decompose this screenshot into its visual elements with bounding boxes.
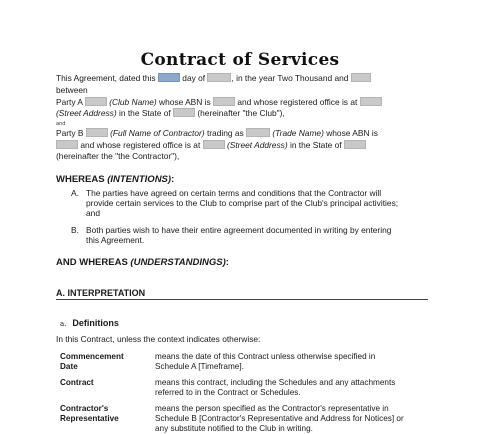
list-marker: B. [71, 225, 79, 235]
contractor-name-field[interactable] [86, 128, 108, 137]
and-whereas-colon: : [225, 257, 229, 268]
party-a-text: and whose registered office is at [237, 97, 358, 107]
definition-line: means this contract, including the Schedules and any attachments [155, 378, 396, 387]
definitions-label: Definitions [72, 318, 119, 328]
contractor-abn-field[interactable] [56, 140, 78, 149]
definition-line: any substitute notified to the Club in writing. [155, 424, 313, 433]
contractor-state-field[interactable] [344, 140, 366, 149]
trade-name-hint: (Trade Name) [272, 128, 324, 138]
intention-text [86, 225, 436, 245]
intention-text [86, 188, 436, 218]
contractor-name-hint: (Full Name of Contractor) [110, 128, 205, 138]
whereas-colon: : [171, 174, 175, 185]
club-office-field[interactable] [360, 97, 382, 106]
party-b-text: trading as [206, 128, 244, 138]
party-b-line-3: (hereinafter the "the Contractor"), [56, 151, 180, 161]
text-line: and [86, 208, 100, 218]
document-title: Contract of Services [140, 50, 340, 70]
contractor-office-field[interactable] [203, 140, 225, 149]
context-line: In this Contract, unless the context indicates otherwise: [56, 334, 261, 344]
party-a-text: whose ABN is [159, 97, 211, 107]
between-line: between [56, 85, 88, 95]
whereas-heading [56, 174, 174, 185]
term-contractors-representative [60, 404, 119, 424]
term-line: Contractor's [60, 404, 109, 413]
term-contract [60, 378, 94, 388]
text-line: provide certain services to the Club to comprise part of the Club's principal activities; [86, 198, 399, 208]
term-line: Representative [60, 414, 119, 423]
definition-commencement-date [155, 352, 435, 372]
term-line: Date [60, 362, 78, 371]
list-marker: A. [71, 188, 79, 198]
term-line: Contract [60, 378, 94, 387]
party-a-label: Party A [56, 97, 83, 107]
definition-contract [155, 378, 435, 398]
section-a-heading: A. INTERPRETATION [56, 288, 146, 298]
party-b-text: in the State of [289, 140, 342, 150]
party-a-text: in the State of [119, 108, 171, 118]
definition-line: means the person specified as the Contractor's representative in [155, 404, 389, 413]
agreement-text: This Agreement, dated this [56, 73, 156, 83]
text-line: Both parties wish to have their entire agreement documented in writing by entering [86, 225, 392, 235]
definition-line: Schedule A [Timeframe]. [155, 362, 244, 371]
party-a-line-1 [56, 97, 382, 107]
club-abn-field[interactable] [213, 97, 235, 106]
club-name-field[interactable] [85, 97, 107, 106]
subsection-marker: a. [60, 320, 67, 328]
party-b-line-1 [56, 128, 378, 138]
section-divider [56, 299, 428, 300]
party-b-line-2 [56, 140, 366, 150]
definition-line: Schedule B [Contractor's Representative and Address for Notices] or [155, 414, 404, 423]
whereas-italic: (INTENTIONS) [107, 174, 172, 185]
text-line: this Agreement. [86, 235, 145, 245]
definition-contractors-representative [155, 404, 435, 434]
party-b-label: Party B [56, 128, 84, 138]
whereas-label: WHEREAS [56, 174, 105, 185]
date-month-field[interactable] [207, 73, 231, 82]
and-whereas-heading [56, 257, 229, 268]
definition-line: means the date of this Contract unless otherwise specified in [155, 352, 376, 361]
and-whereas-label: AND WHEREAS [56, 257, 128, 268]
agreement-date-line [56, 73, 371, 83]
term-line: Commencement [60, 352, 124, 361]
and-mark: and [56, 121, 66, 127]
definitions-heading [60, 318, 119, 328]
club-state-field[interactable] [173, 108, 195, 117]
party-a-line-2 [56, 108, 285, 118]
definition-line: referred to in the Contract or Schedules. [155, 388, 301, 397]
agreement-text: , in the year Two Thousand and [231, 73, 349, 83]
text-line: The parties have agreed on certain terms and conditions that the Contractor will [86, 188, 382, 198]
street-address-hint: (Street Address) [226, 140, 288, 150]
club-name-hint: (Club Name) [109, 97, 157, 107]
date-day-field[interactable] [158, 73, 180, 82]
party-a-text: (hereinafter "the Club"), [197, 108, 285, 118]
date-year-field[interactable] [351, 73, 371, 82]
term-commencement-date [60, 352, 124, 372]
party-b-text: and whose registered office is at [80, 140, 201, 150]
party-b-text: whose ABN is [326, 128, 378, 138]
agreement-text: day of [182, 73, 206, 83]
and-whereas-italic: (UNDERSTANDINGS) [130, 257, 226, 268]
trade-name-field[interactable] [246, 128, 270, 137]
street-address-hint: (Street Address) [56, 108, 117, 118]
